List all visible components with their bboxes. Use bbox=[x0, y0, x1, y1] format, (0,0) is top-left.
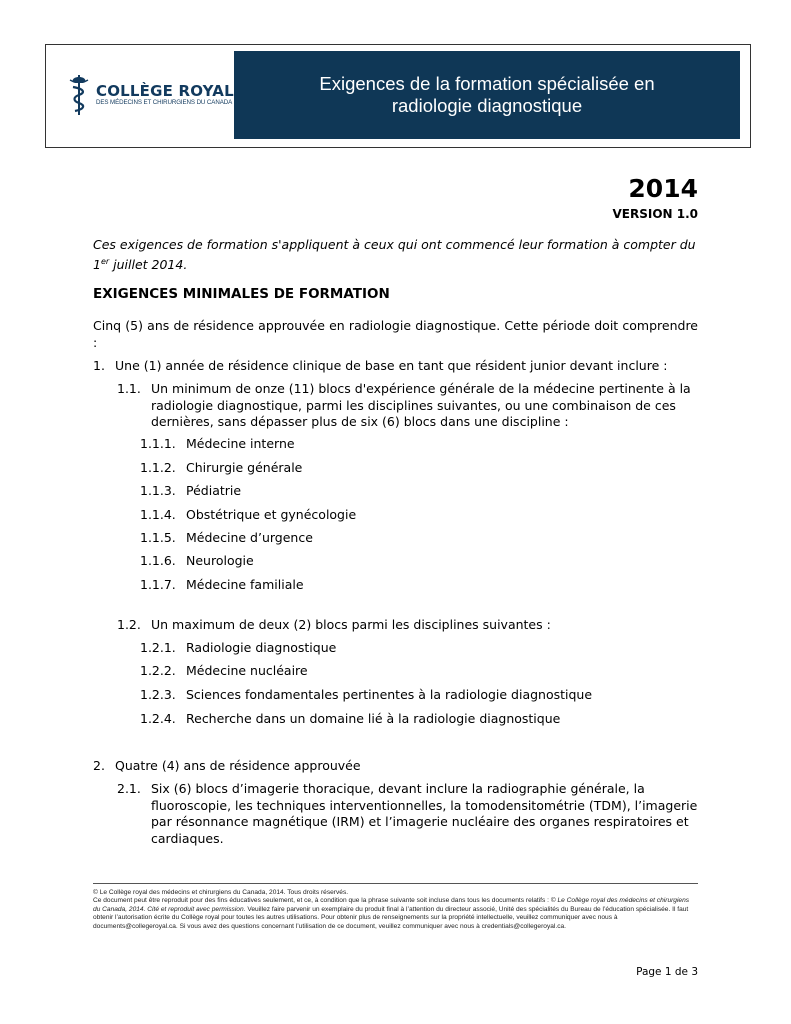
document-title: Exigences de la formation spécialisée en radiologie diagnostique bbox=[319, 73, 655, 116]
footer-divider bbox=[93, 883, 698, 884]
list-item: 1.1.1. Médecine interne bbox=[140, 436, 295, 451]
reproduction-notice: Ce document peut être reproduit pour des fins éducatives seulement, et ce, à condition que la phrase suivante soit incluse dans tous les documents relatifs : © Le Collège royal des médecins et chirurgiens du Canada, 2014. Cité et reproduit avec permission. Veuillez faire parvenir un exemplaire du produit final à l’attention du directeur associé, Unité des spécialités du Bureau de l’éducation spécialisée. Il faut obtenir l’autorisation écrite du Collège royal pour toutes les autres utilisations. Pour obtenir plus de renseignements sur la propriété intellectuelle, veuillez communiquer avec nous à documents@collegeroyal.ca. Si vous avez des questions concernant l’utilisation de ce document, veuillez communiquer avec nous à credentials@collegeroyal.ca. bbox=[93, 897, 690, 930]
list-item: 1.1.2. Chirurgie générale bbox=[140, 460, 303, 475]
list-item: 1.1.6. Neurologie bbox=[140, 553, 254, 568]
section-heading: EXIGENCES MINIMALES DE FORMATION bbox=[93, 286, 390, 302]
logo-subtitle: DES MÉDECINS ET CHIRURGIENS DU CANADA bbox=[96, 99, 233, 106]
list-item: 1.2.1. Radiologie diagnostique bbox=[140, 640, 337, 655]
list-item: 2.1. Six (6) blocs d’imagerie thoracique, devant inclure la radiographie générale, la fluoroscopie, les techniques interventionnelles, la tomodensitométrie (TDM), l’imagerie par résonnance magnétique (IRM) et l’imagerie nucléaire des organes respiratoires et cardiaques. bbox=[117, 781, 698, 846]
body-paragraph: Cinq (5) ans de résidence approuvée en radiologie diagnostique. Cette période doit comprendre : bbox=[93, 318, 698, 350]
list-item: 1.1.5. Médecine d’urgence bbox=[140, 530, 313, 545]
logo-name: COLLÈGE ROYAL bbox=[96, 82, 234, 100]
list-item: 1.1. Un minimum de onze (11) blocs d'expérience générale de la médecine pertinente à la radiologie diagnostique, parmi les disciplines suivantes, ou une combinaison de ces dernières, sans dépasser plus de six (6) blocs dans une discipline : bbox=[117, 381, 691, 429]
list-item: 1.1.4. Obstétrique et gynécologie bbox=[140, 507, 357, 522]
copyright-line: © Le Collège royal des médecins et chirurgiens du Canada, 2014. Tous droits réservés. bbox=[93, 889, 349, 896]
list-item: 1.2.3. Sciences fondamentales pertinentes à la radiologie diagnostique bbox=[140, 687, 593, 702]
header-box bbox=[45, 44, 751, 148]
list-item: 1.1.7. Médecine familiale bbox=[140, 577, 304, 592]
footer-notice bbox=[93, 889, 698, 931]
list-item: 2. Quatre (4) ans de résidence approuvée bbox=[93, 758, 361, 773]
list-item: 1.2.2. Médecine nucléaire bbox=[140, 663, 308, 678]
list-item: 1.2.4. Recherche dans un domaine lié à la radiologie diagnostique bbox=[140, 711, 561, 726]
intro-text: Ces exigences de formation s'appliquent à ceux qui ont commencé leur formation à compter du 1er juillet 2014. bbox=[93, 237, 696, 272]
document-year: 2014 bbox=[628, 174, 698, 203]
title-panel bbox=[234, 51, 740, 139]
page-number: Page 1 de 3 bbox=[636, 966, 698, 978]
college-logo bbox=[68, 73, 234, 117]
caduceus-logo-icon bbox=[68, 73, 90, 117]
document-version: VERSION 1.0 bbox=[612, 207, 698, 221]
list-item: 1.2. Un maximum de deux (2) blocs parmi les disciplines suivantes : bbox=[117, 617, 551, 632]
list-item: 1.1.3. Pédiatrie bbox=[140, 483, 242, 498]
list-item: 1. Une (1) année de résidence clinique de base en tant que résident junior devant inclure : bbox=[93, 358, 668, 373]
